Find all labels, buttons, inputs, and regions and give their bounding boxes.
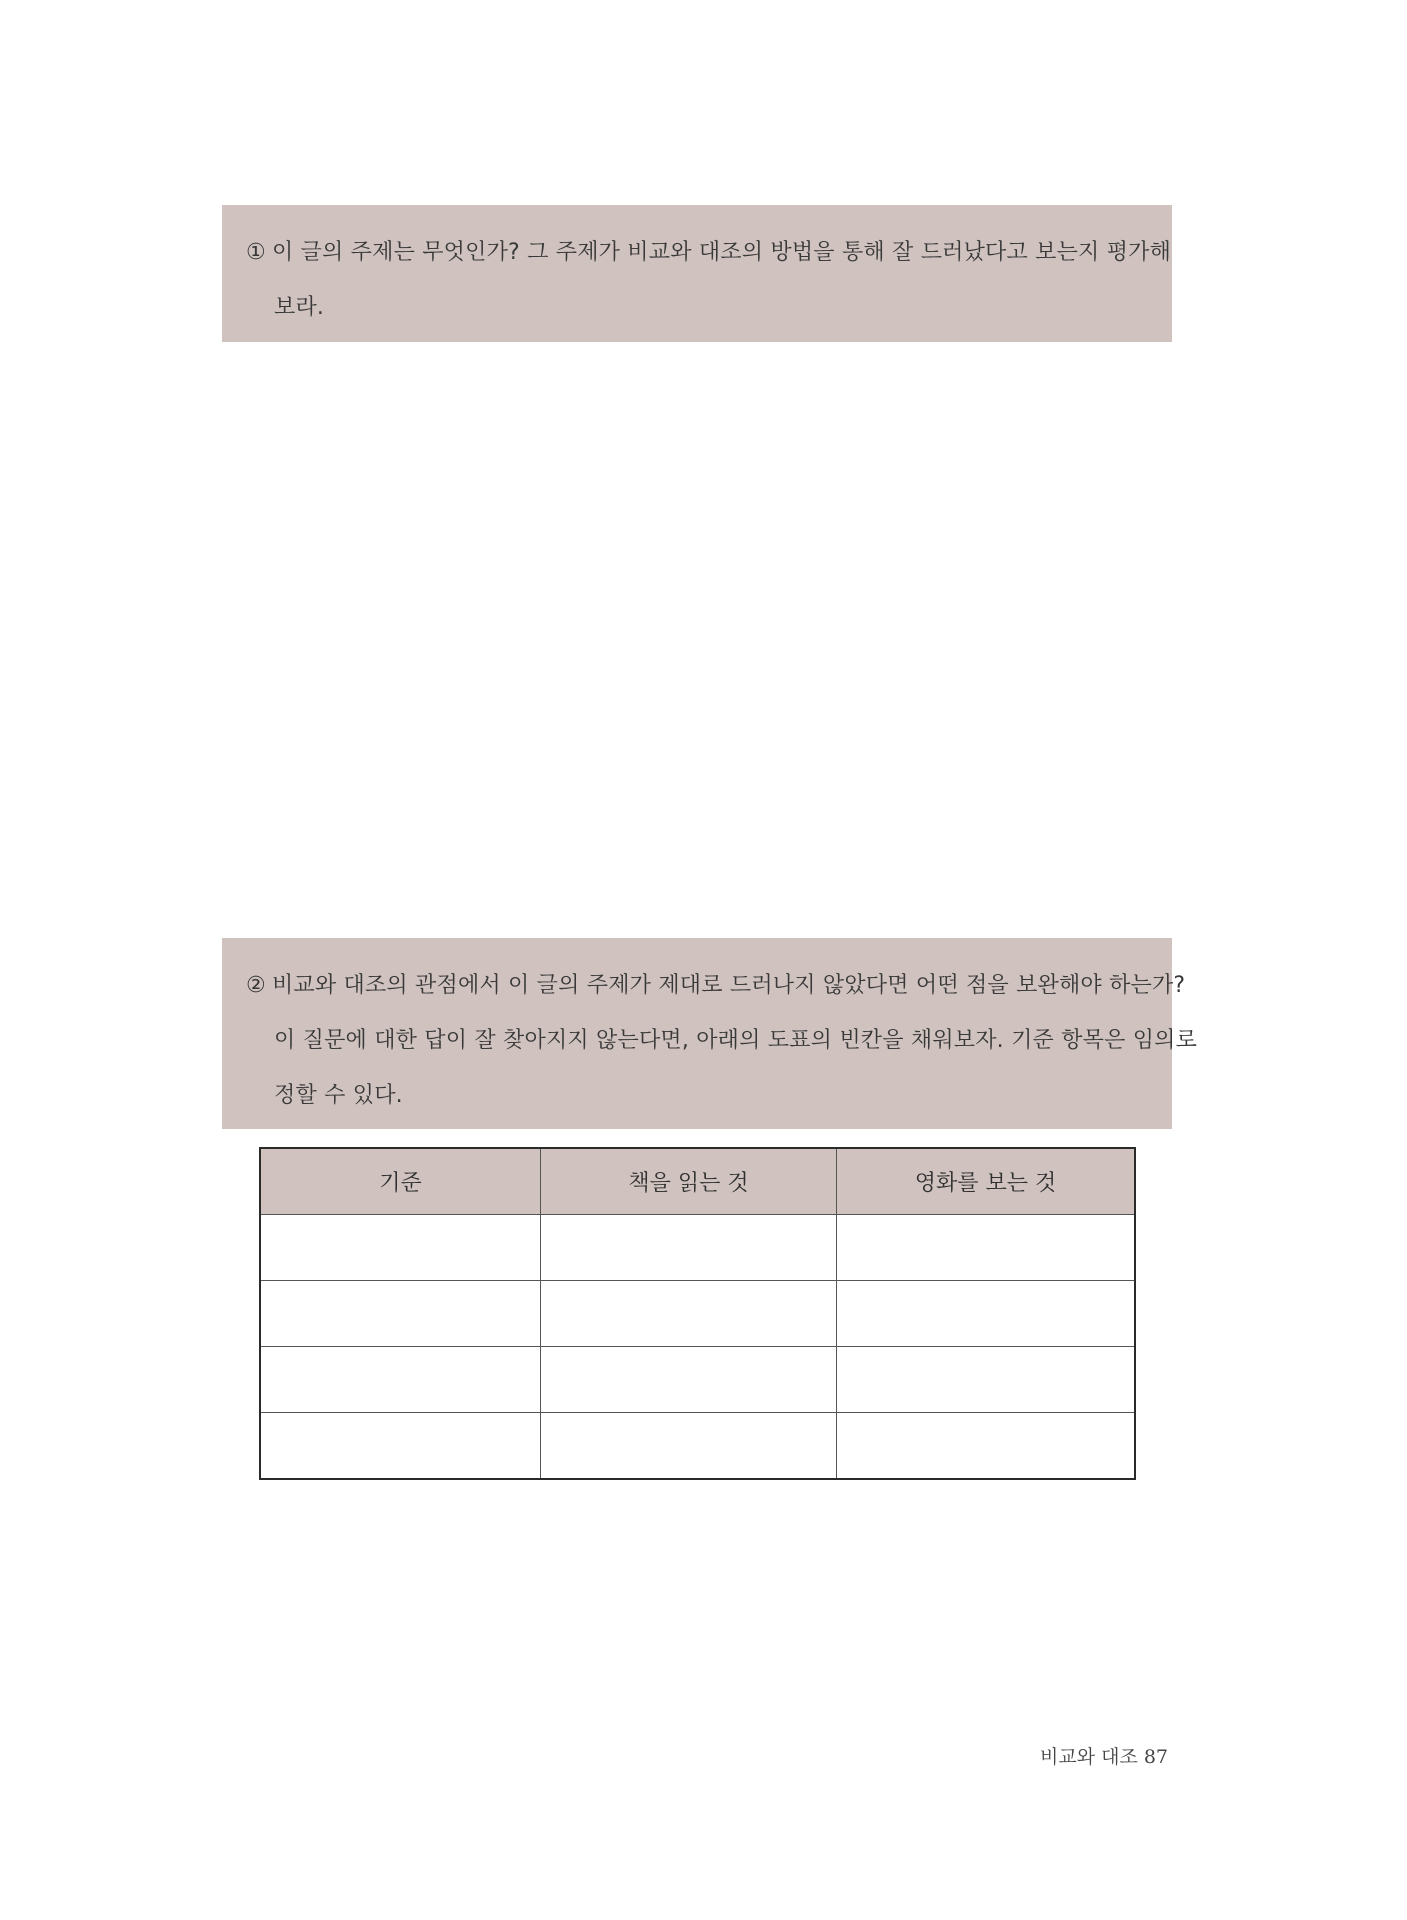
header-reading-books: 책을 읽는 것 bbox=[541, 1148, 837, 1215]
table-cell[interactable] bbox=[541, 1281, 837, 1347]
question-2-text-1: 비교와 대조의 관점에서 이 글의 주제가 제대로 드러나지 않았다면 어떤 점을 보완해야 하는가? bbox=[271, 973, 1186, 998]
table-cell[interactable] bbox=[260, 1215, 541, 1281]
table-cell[interactable] bbox=[837, 1215, 1135, 1281]
header-criteria: 기준 bbox=[260, 1148, 541, 1215]
question-1-line-2: 보라. bbox=[274, 295, 325, 320]
table-cell[interactable] bbox=[837, 1281, 1135, 1347]
table-row bbox=[260, 1347, 1135, 1413]
question-1-line-1 bbox=[246, 225, 1172, 280]
table-cell[interactable] bbox=[541, 1413, 837, 1480]
question-2-box bbox=[222, 938, 1198, 1129]
table-cell[interactable] bbox=[260, 1413, 541, 1480]
question-2-number: ② bbox=[246, 973, 266, 998]
question-1-text-1: 이 글의 주제는 무엇인가? 그 주제가 비교와 대조의 방법을 통해 잘 드러났다고 보는지 평가해 bbox=[271, 240, 1172, 265]
table-cell[interactable] bbox=[837, 1347, 1135, 1413]
table-cell[interactable] bbox=[837, 1413, 1135, 1480]
table-cell[interactable] bbox=[541, 1347, 837, 1413]
page-footer bbox=[1040, 1742, 1168, 1769]
question-1-box bbox=[222, 205, 1172, 342]
table-row bbox=[260, 1215, 1135, 1281]
table-header-row bbox=[260, 1148, 1135, 1215]
table-cell[interactable] bbox=[541, 1215, 837, 1281]
section-title: 비교와 대조 bbox=[1040, 1746, 1138, 1768]
table-row bbox=[260, 1413, 1135, 1480]
table-row bbox=[260, 1281, 1135, 1347]
question-2-line-2: 이 질문에 대한 답이 잘 찾아지지 않는다면, 아래의 도표의 빈칸을 채워보자. 기준 항목은 임의로 bbox=[274, 1028, 1198, 1053]
question-2-line-3: 정할 수 있다. bbox=[274, 1083, 403, 1108]
question-2-line-1 bbox=[246, 958, 1186, 1013]
question-1-number: ① bbox=[246, 240, 266, 265]
page-number: 87 bbox=[1143, 1746, 1168, 1768]
table-cell[interactable] bbox=[260, 1281, 541, 1347]
header-watching-movies: 영화를 보는 것 bbox=[837, 1148, 1135, 1215]
table-cell[interactable] bbox=[260, 1347, 541, 1413]
comparison-table bbox=[259, 1147, 1136, 1480]
